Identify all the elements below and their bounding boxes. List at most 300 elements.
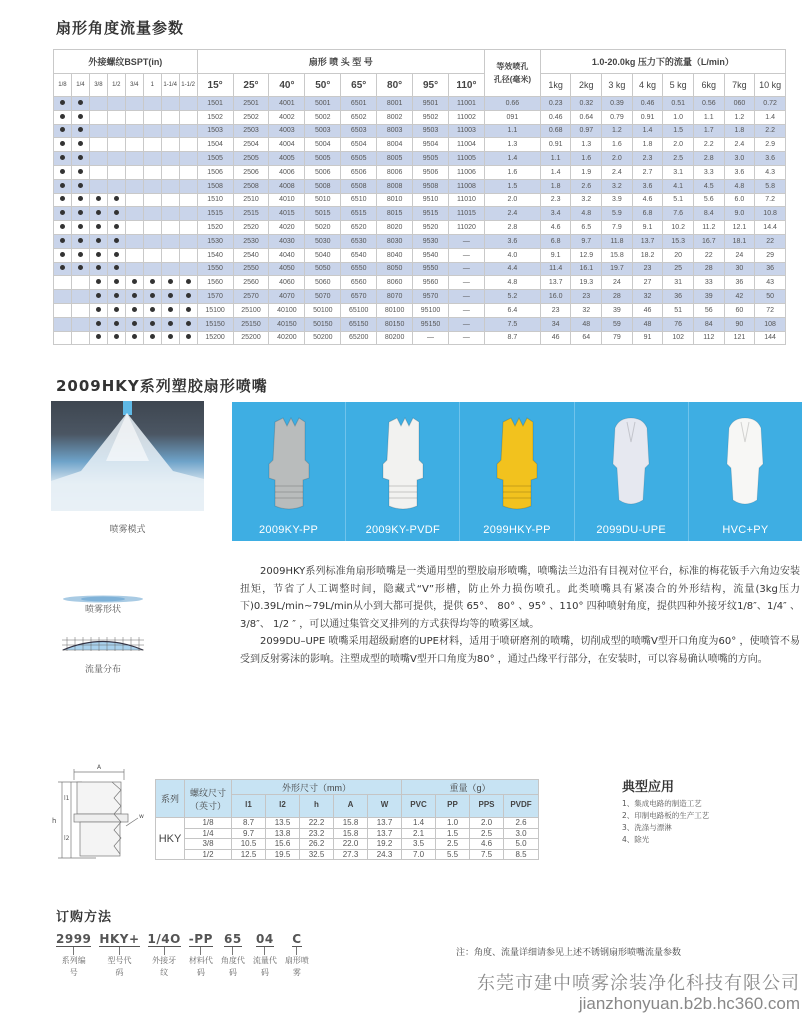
flow-cell: 51	[663, 303, 694, 317]
angle-header: 50°	[305, 74, 341, 97]
pressure-header: 3 kg	[602, 74, 633, 97]
table-row	[54, 262, 786, 276]
availability-dot-icon	[78, 100, 83, 105]
flow-cell: 0.72	[755, 97, 786, 111]
thread-cell	[54, 317, 72, 331]
thread-cell	[161, 193, 179, 207]
flow-cell: 4.6	[632, 193, 663, 207]
availability-dot-icon	[60, 252, 65, 257]
flow-cell: 0.91	[632, 110, 663, 124]
nozzle-image-icon	[263, 414, 315, 514]
thread-cell	[54, 262, 72, 276]
availability-dot-icon	[114, 307, 119, 312]
order-code-tick	[264, 947, 265, 955]
availability-dot-icon	[96, 196, 101, 201]
flow-cell: 9.1	[540, 248, 571, 262]
flow-cell: 121	[724, 331, 755, 345]
thread-size-header: 3/8	[89, 74, 107, 97]
model-cell: 5003	[305, 124, 341, 138]
thread-size-header: 1/2	[107, 74, 125, 97]
thread-cell	[54, 234, 72, 248]
thread-cell	[125, 97, 143, 111]
model-cell: 6560	[341, 276, 377, 290]
flow-cell: 60	[724, 303, 755, 317]
availability-dot-icon	[132, 321, 137, 326]
thread-cell	[179, 110, 197, 124]
model-cell: 80100	[377, 303, 413, 317]
thread-cell	[71, 276, 89, 290]
dimension-col-label: h	[314, 799, 319, 809]
model-cell: 4006	[269, 165, 305, 179]
model-cell: 95150	[413, 317, 449, 331]
thread-cell	[179, 193, 197, 207]
pressure-header: 2kg	[571, 74, 602, 97]
model-cell: 65100	[341, 303, 377, 317]
model-cell: 1570	[197, 290, 233, 304]
flow-cell: 6.8	[540, 234, 571, 248]
thread-cell	[54, 248, 72, 262]
flow-cell: 6.0	[724, 193, 755, 207]
thread-cell	[143, 110, 161, 124]
flow-cell: 1.0	[663, 110, 694, 124]
flow-cell: 33	[693, 276, 724, 290]
thread-cell	[161, 138, 179, 152]
col-sub-caption	[300, 809, 333, 813]
thread-cell	[179, 262, 197, 276]
availability-dot-icon	[132, 307, 137, 312]
weight-cell: 2.5	[470, 828, 504, 839]
weight-cell: 2.0	[470, 818, 504, 829]
flow-cell: 1.5	[663, 124, 694, 138]
model-cell: —	[448, 234, 484, 248]
thread-cell	[179, 207, 197, 221]
availability-dot-icon	[78, 238, 83, 243]
model-cell: 8030	[377, 234, 413, 248]
product-label: HVC+PY	[722, 524, 769, 536]
flow-cell: 4.5	[693, 179, 724, 193]
availability-dot-icon	[114, 196, 119, 201]
model-cell: 1510	[197, 193, 233, 207]
order-code-value: HKY+	[99, 932, 140, 946]
availability-dot-icon	[78, 127, 83, 132]
model-cell: 25100	[233, 303, 269, 317]
table-row	[156, 839, 539, 850]
label-w: w	[139, 813, 144, 820]
col-sub-caption	[436, 809, 469, 813]
thread-cell	[143, 193, 161, 207]
flow-cell: 4.1	[663, 179, 694, 193]
orifice-cell: 1.5	[484, 179, 540, 193]
table-row	[54, 193, 786, 207]
flow-cell: 0.56	[693, 97, 724, 111]
angle-header: 110°	[448, 74, 484, 97]
model-cell: 6530	[341, 234, 377, 248]
thread-cell	[161, 290, 179, 304]
flow-cell: 22	[693, 248, 724, 262]
flow-cell: 19.7	[602, 262, 633, 276]
dimension-cell: 15.8	[334, 828, 368, 839]
orifice-cell: 1.4	[484, 152, 540, 166]
order-code-value: 1/4O	[147, 932, 181, 946]
table-row	[54, 110, 786, 124]
model-cell: 5030	[305, 234, 341, 248]
model-cell: 1550	[197, 262, 233, 276]
flow-cell: 23	[571, 290, 602, 304]
nozzle-image-icon	[377, 414, 429, 514]
model-cell: 15150	[197, 317, 233, 331]
thread-size-header: 螺纹尺寸（英寸）	[185, 780, 232, 818]
applications	[622, 776, 709, 846]
dimension-col-label: A	[347, 799, 354, 809]
flow-cell: 0.64	[571, 110, 602, 124]
availability-dot-icon	[60, 114, 65, 119]
thread-cell	[143, 303, 161, 317]
product-gallery	[232, 402, 802, 541]
flow-cell: 5.6	[693, 193, 724, 207]
col-sub-caption	[266, 809, 299, 813]
model-cell: 80200	[377, 331, 413, 345]
thread-cell	[161, 110, 179, 124]
thread-cell	[71, 193, 89, 207]
thread-cell	[89, 317, 107, 331]
flow-cell: 1.8	[724, 124, 755, 138]
thread-cell	[179, 179, 197, 193]
flow-cell: 9.0	[724, 207, 755, 221]
weight-cell: 7.0	[402, 849, 436, 860]
thread-cell	[143, 262, 161, 276]
company-name: 东莞市建中喷雾涂装净化科技有限公司	[477, 973, 800, 994]
order-code-value: 65	[224, 932, 242, 946]
order-code-segment	[285, 933, 309, 979]
table-row	[54, 276, 786, 290]
availability-dot-icon	[186, 321, 191, 326]
product-card	[575, 402, 689, 541]
orifice-cell: 8.7	[484, 331, 540, 345]
thread-cell	[89, 193, 107, 207]
thread-cell	[54, 290, 72, 304]
flow-cell: 34	[540, 317, 571, 331]
thread-cell	[143, 234, 161, 248]
model-cell: 2504	[233, 138, 269, 152]
orifice-cell: 4.0	[484, 248, 540, 262]
col-sub-caption	[334, 809, 367, 813]
flow-cell: 3.6	[724, 165, 755, 179]
thread-cell	[125, 124, 143, 138]
availability-dot-icon	[168, 321, 173, 326]
flow-header: 1.0-20.0kg 压力下的流量（L/min）	[540, 50, 785, 74]
flow-cell: 1.2	[602, 124, 633, 138]
flow-cell: 42	[724, 290, 755, 304]
model-cell: 9550	[413, 262, 449, 276]
model-cell: 8070	[377, 290, 413, 304]
thread-cell	[179, 97, 197, 111]
model-cell: 2530	[233, 234, 269, 248]
thread-cell	[89, 138, 107, 152]
model-cell: 25200	[233, 331, 269, 345]
thread-cell: 3/8	[185, 839, 232, 850]
availability-dot-icon	[186, 279, 191, 284]
model-cell: 11002	[448, 110, 484, 124]
thread-cell	[125, 303, 143, 317]
flow-cell: 0.23	[540, 97, 571, 111]
model-cell: 8003	[377, 124, 413, 138]
model-cell: 65200	[341, 331, 377, 345]
thread-cell	[179, 124, 197, 138]
availability-dot-icon	[78, 169, 83, 174]
thread-cell	[71, 138, 89, 152]
dimension-col-header	[266, 795, 300, 818]
model-cell: 2505	[233, 152, 269, 166]
weight-col-header	[436, 795, 470, 818]
ordering-title: 订购方法	[56, 910, 113, 925]
model-cell: —	[448, 262, 484, 276]
model-cell: 2550	[233, 262, 269, 276]
model-cell: 5008	[305, 179, 341, 193]
availability-dot-icon	[60, 183, 65, 188]
order-code-tick	[119, 947, 120, 955]
thread-cell	[125, 193, 143, 207]
flow-cell: 90	[724, 317, 755, 331]
thread-cell	[71, 165, 89, 179]
flow-cell: 4.6	[540, 221, 571, 235]
order-code-segment	[253, 933, 277, 979]
application-item: 2、印制电路板的生产工艺	[622, 811, 710, 820]
weight-cell: 2.5	[436, 839, 470, 850]
model-cell: 4008	[269, 179, 305, 193]
dimension-cell: 13.5	[266, 818, 300, 829]
availability-dot-icon	[150, 293, 155, 298]
angle-header: 40°	[269, 74, 305, 97]
weight-col-label: PP	[447, 799, 458, 809]
thread-size-header: 3/4	[125, 74, 143, 97]
availability-dot-icon	[60, 127, 65, 132]
weight-col-label: PVDF	[510, 799, 532, 809]
table-row	[54, 317, 786, 331]
flow-cell: 0.46	[540, 110, 571, 124]
thread-cell	[107, 303, 125, 317]
dimension-col-header	[368, 795, 402, 818]
flow-cell: 1.1	[693, 110, 724, 124]
flow-cell: 112	[693, 331, 724, 345]
dimension-cell: 22.2	[300, 818, 334, 829]
dimension-cell: 26.2	[300, 839, 334, 850]
order-code-tick	[200, 947, 201, 955]
flow-cell: 32	[632, 290, 663, 304]
model-cell: 4030	[269, 234, 305, 248]
flow-cell: 7.6	[663, 207, 694, 221]
thread-cell	[179, 234, 197, 248]
angle-header: 65°	[341, 74, 377, 97]
model-cell: 8001	[377, 97, 413, 111]
model-cell: 6503	[341, 124, 377, 138]
thread-cell	[89, 207, 107, 221]
weight-cell: 2.6	[504, 818, 539, 829]
thread-cell	[125, 138, 143, 152]
thread-cell	[143, 317, 161, 331]
model-cell: 1501	[197, 97, 233, 111]
model-cell: 5006	[305, 165, 341, 179]
flow-cell: 50	[755, 290, 786, 304]
availability-dot-icon	[114, 210, 119, 215]
availability-dot-icon	[114, 279, 119, 284]
order-code-desc: 外接牙纹	[152, 956, 177, 977]
thread-cell	[143, 290, 161, 304]
thread-cell	[179, 290, 197, 304]
flow-table	[53, 49, 786, 345]
flow-distribution-icon	[62, 636, 144, 650]
flow-cell: 2.0	[602, 152, 633, 166]
model-cell: 5010	[305, 193, 341, 207]
model-cell: 9506	[413, 165, 449, 179]
model-cell: 4060	[269, 276, 305, 290]
flow-cell: 4.8	[724, 179, 755, 193]
model-cell: 4004	[269, 138, 305, 152]
thread-cell	[143, 97, 161, 111]
application-item: 4、除光	[622, 835, 650, 844]
model-cell: 11010	[448, 193, 484, 207]
model-cell: 8010	[377, 193, 413, 207]
thread-cell	[179, 152, 197, 166]
availability-dot-icon	[96, 210, 101, 215]
thread-cell	[89, 331, 107, 345]
model-cell: 11008	[448, 179, 484, 193]
weight-cell: 2.1	[402, 828, 436, 839]
model-cell: 1505	[197, 152, 233, 166]
order-code-segment	[221, 933, 245, 979]
flow-cell: 3.9	[602, 193, 633, 207]
thread-cell	[107, 97, 125, 111]
dimension-cell: 15.6	[266, 839, 300, 850]
orifice-header	[484, 50, 540, 97]
model-cell: 4040	[269, 248, 305, 262]
orifice-cell: 0.66	[484, 97, 540, 111]
model-cell: 2508	[233, 179, 269, 193]
availability-dot-icon	[60, 196, 65, 201]
flow-cell: 0.46	[632, 97, 663, 111]
thread-cell	[54, 179, 72, 193]
model-cell: 1506	[197, 165, 233, 179]
model-cell: 8006	[377, 165, 413, 179]
thread-cell	[71, 248, 89, 262]
thread-cell	[89, 152, 107, 166]
flow-cell: 2.5	[663, 152, 694, 166]
flow-cell: 10.8	[755, 207, 786, 221]
availability-dot-icon	[150, 334, 155, 339]
thread-cell	[107, 221, 125, 235]
flow-cell: 24	[724, 248, 755, 262]
orifice-header-line1: 等效喷孔	[496, 62, 529, 71]
model-cell: 1503	[197, 124, 233, 138]
model-cell: 1504	[197, 138, 233, 152]
flow-cell: 5.8	[755, 179, 786, 193]
flow-cell: 3.2	[571, 193, 602, 207]
availability-dot-icon	[60, 238, 65, 243]
thread-cell	[125, 248, 143, 262]
flow-cell: 56	[693, 303, 724, 317]
availability-dot-icon	[114, 224, 119, 229]
flow-section-title: 扇形角度流量参数	[56, 19, 185, 37]
pressure-header: 4 kg	[632, 74, 663, 97]
dimension-cell: 13.7	[368, 818, 402, 829]
thread-cell	[125, 165, 143, 179]
model-cell: 5004	[305, 138, 341, 152]
model-cell: 5015	[305, 207, 341, 221]
flow-cell: 14.4	[755, 221, 786, 235]
flow-cell: 0.68	[540, 124, 571, 138]
description-paragraph-1: 2009HKY系列标准角扇形喷嘴是一类通用型的塑胶扇形喷嘴，喷嘴法兰边沿有目视对位平台，标准的梅花钣手六角边安装扭矩，节省了人工调整时间，隐藏式“V”形槽，防止外力损伤喷孔。此类喷嘴具有紧凑合的外形结构，流量(3kg压力下)0.39L/min~79L/min从小到大都可提供，提供 65°、 80° 、95° 、110° 四种喷射角度，提供四种外接牙纹1/8″、1/4″ 、3/8″、 1/2 ″ ，可以通过集管交叉排列的方式获得均等的喷雾区域。	[240, 566, 800, 630]
flow-cell: 1.6	[571, 152, 602, 166]
availability-dot-icon	[78, 141, 83, 146]
model-cell: 5001	[305, 97, 341, 111]
flow-cell: 1.4	[755, 110, 786, 124]
availability-dot-icon	[60, 169, 65, 174]
thread-cell	[125, 234, 143, 248]
flow-cell: 0.97	[571, 124, 602, 138]
thread-cell	[71, 317, 89, 331]
model-cell: —	[448, 276, 484, 290]
product-label: 2009KY-PVDF	[365, 524, 441, 536]
flow-cell: 1.8	[540, 179, 571, 193]
website-url: jianzhonyuan.b2b.hc360.com	[578, 994, 800, 1013]
flow-cell: 36	[663, 290, 694, 304]
table-row	[54, 207, 786, 221]
model-cell: 4010	[269, 193, 305, 207]
availability-dot-icon	[114, 293, 119, 298]
thread-cell: 1/8	[185, 818, 232, 829]
thread-cell	[161, 303, 179, 317]
model-cell: 9504	[413, 138, 449, 152]
model-cell: 9520	[413, 221, 449, 235]
orifice-cell: 1.1	[484, 124, 540, 138]
table-row	[54, 124, 786, 138]
angle-header: 80°	[377, 74, 413, 97]
flow-cell: 25	[663, 262, 694, 276]
availability-dot-icon	[78, 265, 83, 270]
dimension-cell: 19.2	[368, 839, 402, 850]
thread-cell	[179, 276, 197, 290]
product-section-title: 2009HKY系列塑胶扇形喷嘴	[56, 377, 268, 395]
thread-cell	[54, 331, 72, 345]
thread-cell	[89, 234, 107, 248]
product-card	[346, 402, 460, 541]
dimension-cell: 15.8	[334, 818, 368, 829]
thread-cell	[143, 248, 161, 262]
availability-dot-icon	[96, 293, 101, 298]
weight-cell: 1.4	[402, 818, 436, 829]
thread-cell	[54, 97, 72, 111]
thread-cell	[107, 207, 125, 221]
model-header: 扇形 喷 头 型 号	[197, 50, 484, 74]
thread-cell	[161, 234, 179, 248]
thread-cell	[125, 290, 143, 304]
dimension-cell: 27.3	[334, 849, 368, 860]
orifice-header-line2: 孔径(毫米)	[493, 75, 532, 84]
flow-cell: 3.2	[602, 179, 633, 193]
flow-cell: 12.1	[724, 221, 755, 235]
order-code-value: C	[292, 932, 302, 946]
thread-cell	[179, 331, 197, 345]
flow-cell: 31	[663, 276, 694, 290]
availability-dot-icon	[78, 155, 83, 160]
model-cell: 6505	[341, 152, 377, 166]
flow-cell: 39	[693, 290, 724, 304]
model-cell: 8008	[377, 179, 413, 193]
weight-cell: 7.5	[470, 849, 504, 860]
thread-cell	[54, 110, 72, 124]
dimension-cell: 19.5	[266, 849, 300, 860]
flow-cell: 3.6	[755, 152, 786, 166]
weight-cell: 8.5	[504, 849, 539, 860]
